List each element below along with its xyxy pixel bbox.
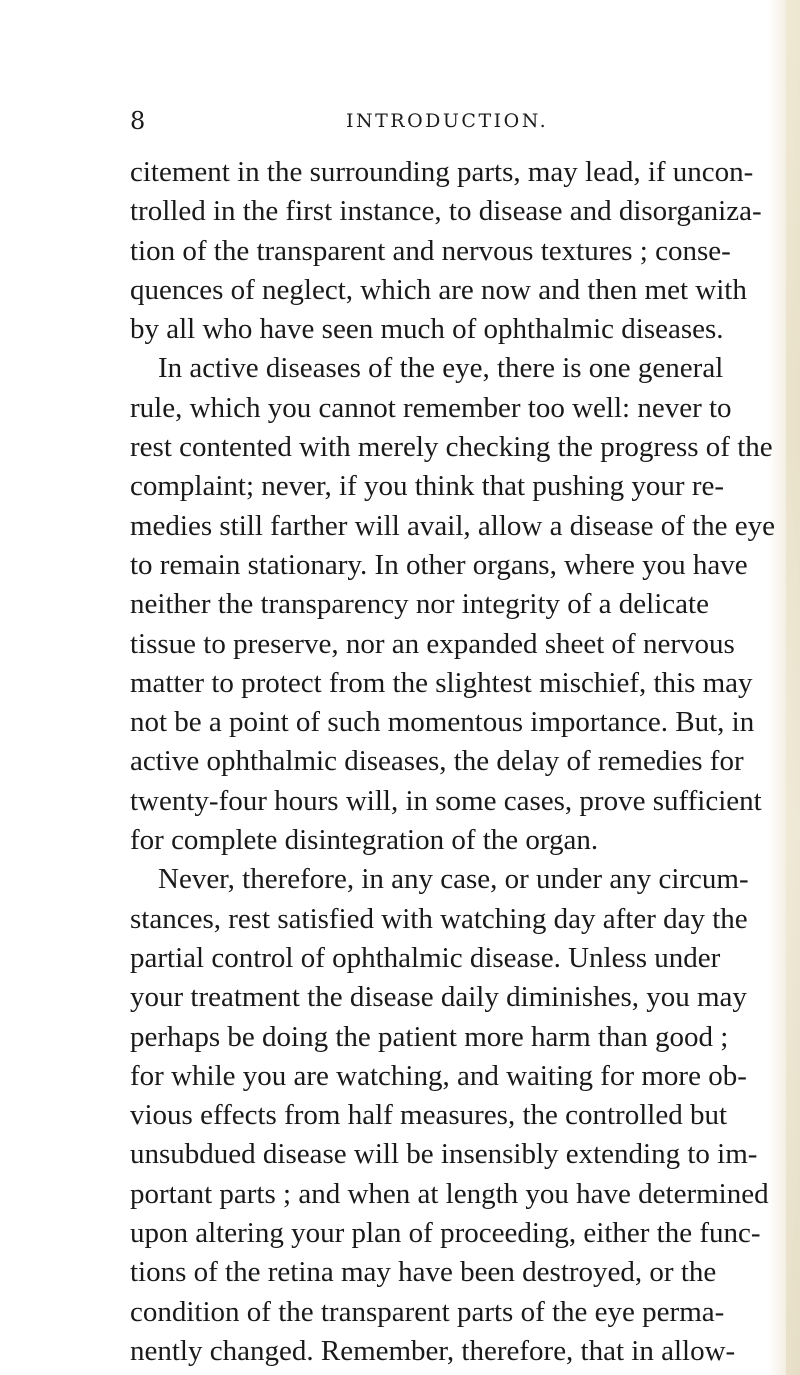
- text-line: active ophthalmic diseases, the delay of remedies for: [130, 745, 744, 778]
- text-line: your treatment the disease daily diminishes, you may: [130, 981, 747, 1014]
- text-line: rule, which you cannot remember too well: never to: [130, 391, 732, 424]
- text-line: unsubdued disease will be insensibly extending to im-: [130, 1138, 758, 1171]
- text-line: nently changed. Remember, therefore, that in allow-: [130, 1334, 736, 1367]
- text-line: by all who have seen much of ophthalmic diseases.: [130, 313, 724, 346]
- running-head: INTRODUCTION.: [346, 110, 549, 132]
- text-line: twenty-four hours will, in some cases, prove sufficient: [130, 784, 762, 817]
- text-line: citement in the surrounding parts, may lead, if uncon-: [130, 156, 754, 188]
- text-line: trolled in the first instance, to disease and disorganiza-: [130, 195, 762, 228]
- text-line: tions of the retina may have been destroyed, or the: [130, 1256, 717, 1289]
- text-line: complaint; never, if you think that pushing your re-: [130, 470, 725, 503]
- text-line: upon altering your plan of proceeding, either the func-: [130, 1217, 761, 1250]
- text-line: tion of the transparent and nervous textures ; conse-: [130, 234, 731, 267]
- text-line: to remain stationary. In other organs, where you have: [130, 548, 748, 581]
- text-line: medies still farther will avail, allow a disease of the eye: [130, 509, 776, 542]
- text-line: for complete disintegration of the organ.: [130, 824, 599, 857]
- text-line: portant parts ; and when at length you have determined: [130, 1177, 769, 1210]
- text-line: stances, rest satisfied with watching day after day the: [130, 902, 748, 935]
- text-line: not be a point of such momentous importance. But, in: [130, 706, 755, 739]
- text-line: vious effects from half measures, the controlled but: [130, 1099, 728, 1132]
- text-line: tissue to preserve, nor an expanded sheet of nervous: [130, 627, 735, 660]
- text-line: perhaps be doing the patient more harm than good ;: [130, 1020, 729, 1053]
- text-line: matter to protect from the slightest mischief, this may: [130, 666, 753, 699]
- text-line: partial control of ophthalmic disease. Unless under: [130, 941, 721, 974]
- text-line: for while you are watching, and waiting for more ob-: [130, 1059, 747, 1092]
- page-edge-shadow: [786, 0, 800, 1375]
- text-line: condition of the transparent parts of the eye perma-: [130, 1295, 725, 1328]
- body-text: [130, 153, 776, 1371]
- text-line: In active diseases of the eye, there is one general: [158, 352, 724, 385]
- text-line: Never, therefore, in any case, or under any circum-: [158, 863, 749, 896]
- text-line: quences of neglect, which are now and then met with: [130, 273, 747, 306]
- page-header: [130, 106, 690, 136]
- text-line: neither the transparency nor integrity of a delicate: [130, 588, 709, 621]
- text-line: rest contented with merely checking the progress of the: [130, 431, 773, 464]
- page-number: 8: [130, 107, 146, 135]
